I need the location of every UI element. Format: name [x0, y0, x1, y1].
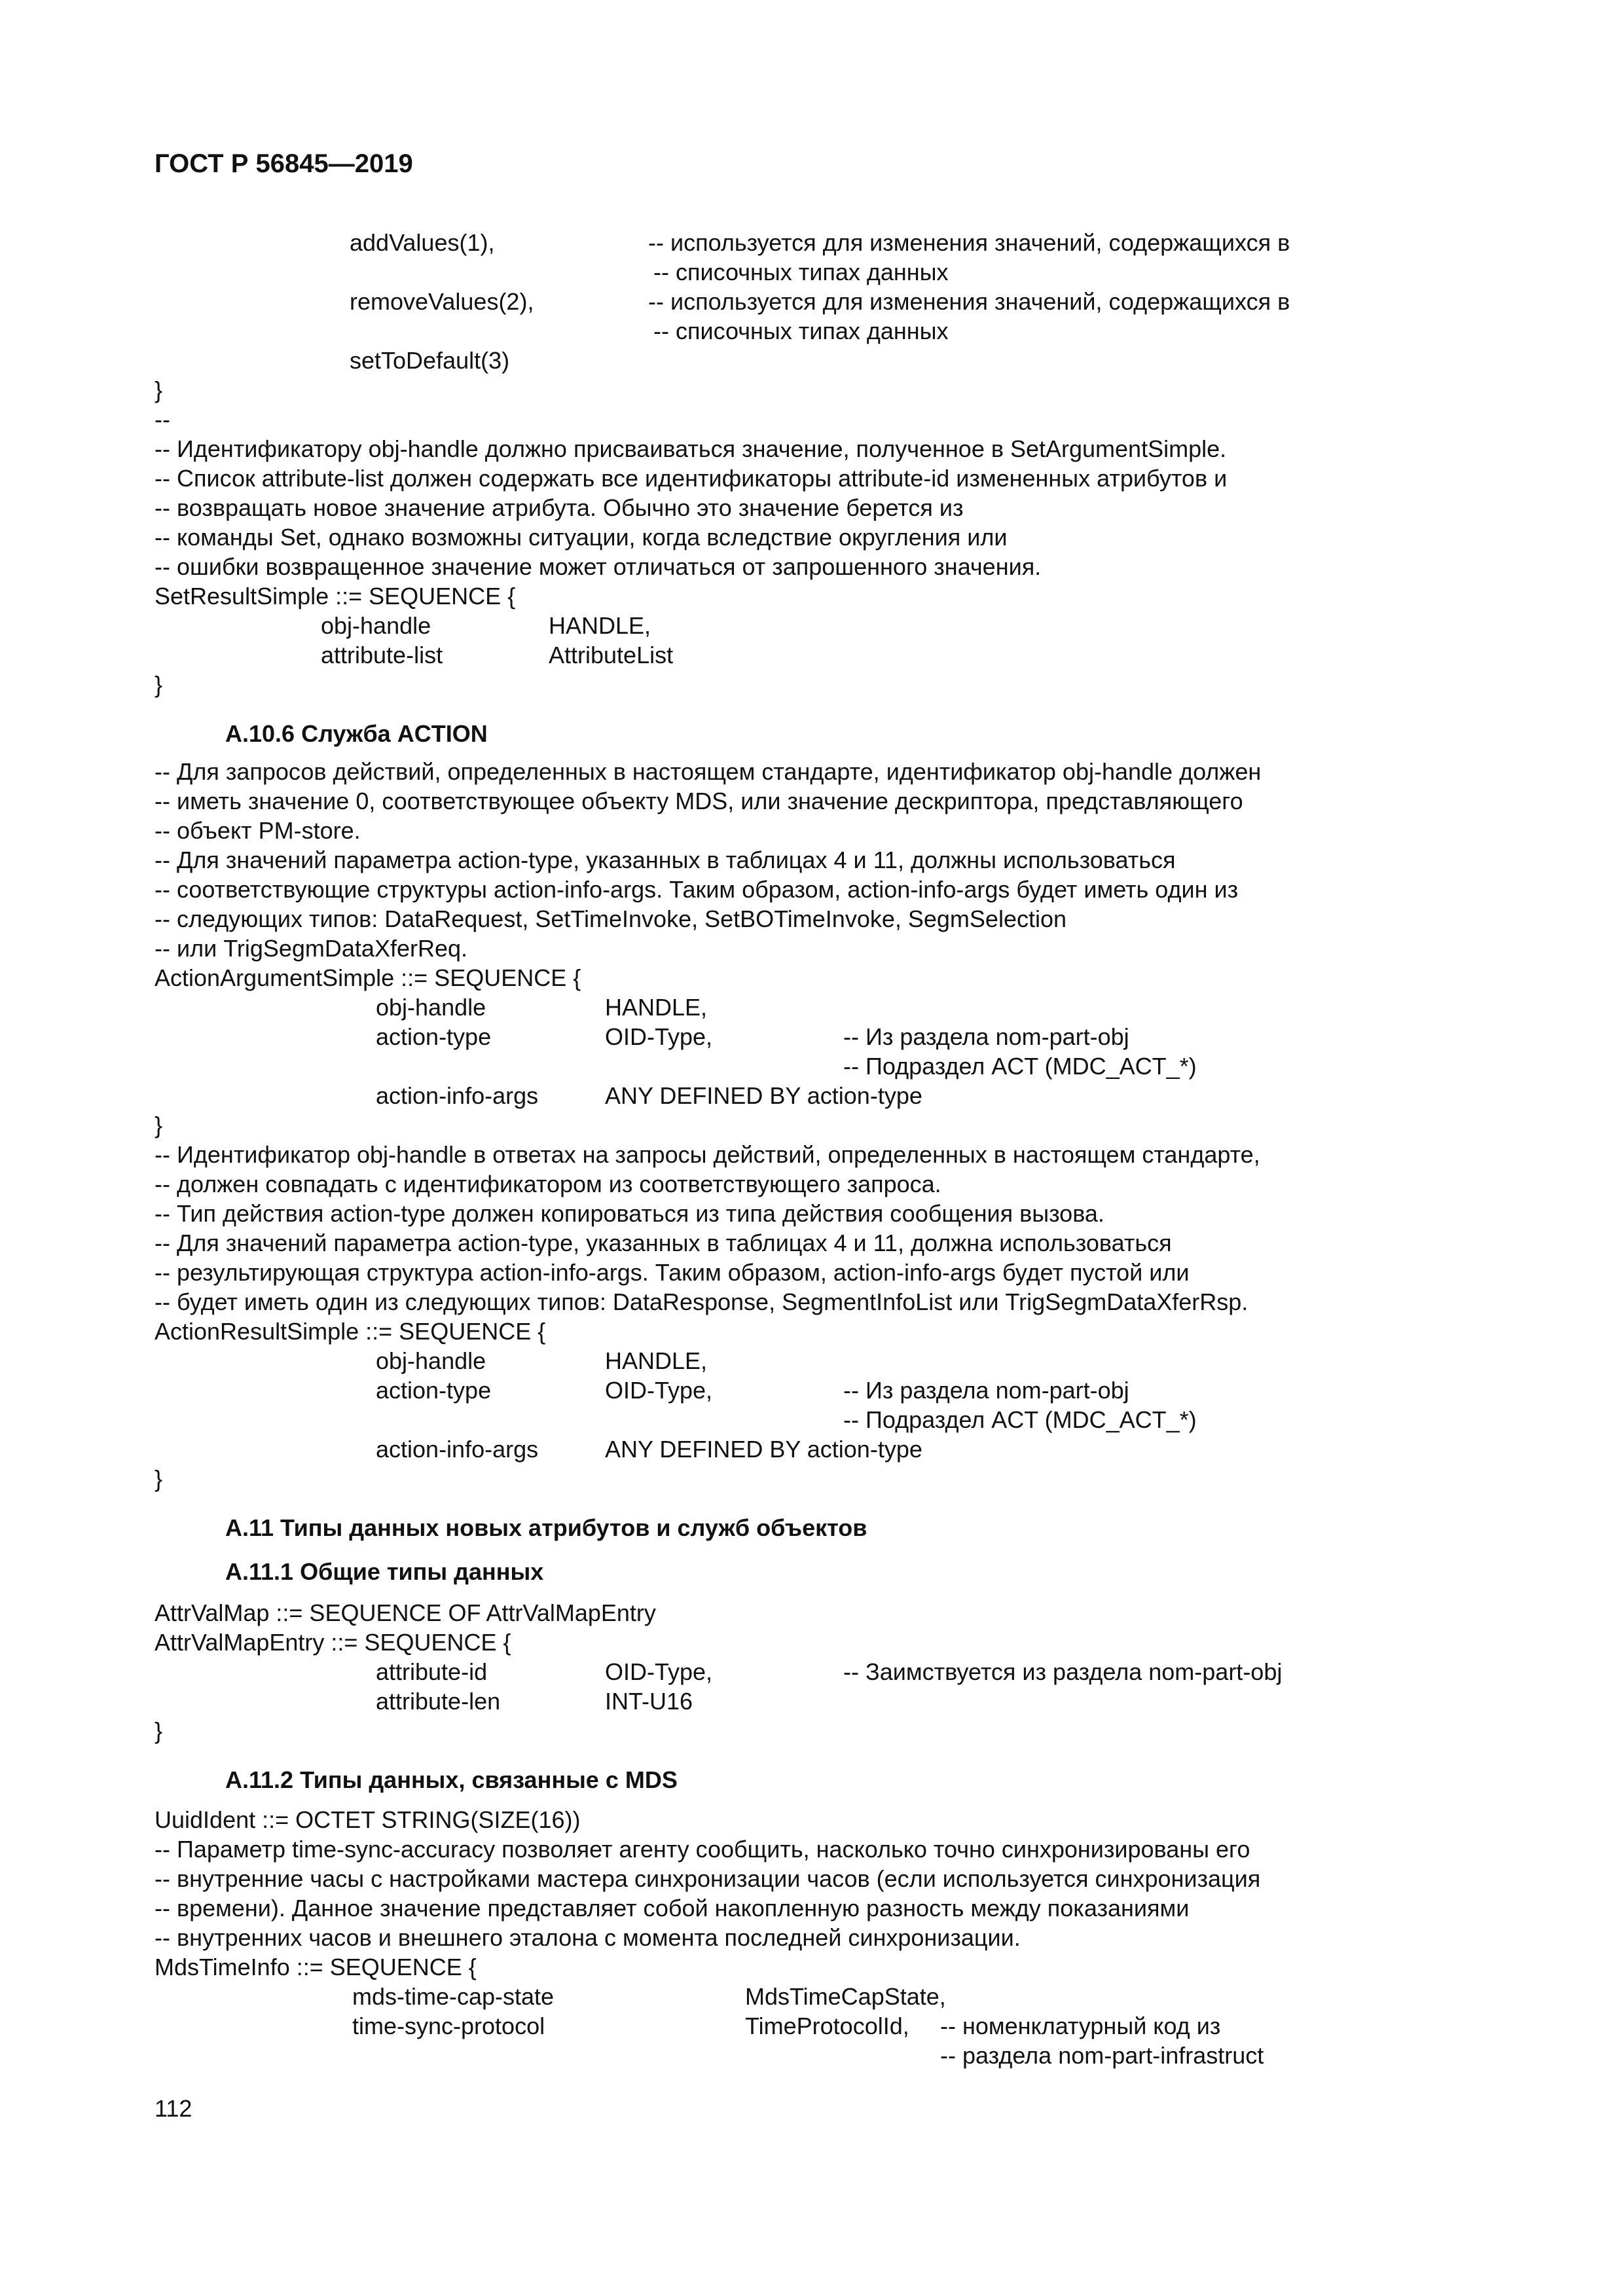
page-number: 112	[155, 2095, 192, 2122]
field-segment: mds-time-cap-state	[352, 1983, 555, 2010]
section-heading-segment: A.11 Типы данных новых атрибутов и служб объектов	[225, 1514, 867, 1541]
close-brace-segment: }	[155, 1465, 163, 1492]
close-brace-segment: }	[155, 376, 163, 403]
comment-segment: -- Для запросов действий, определенных в настоящем стандарте, идентификатор obj-handle должен	[155, 758, 1262, 785]
field-segment: action-info-args	[376, 1436, 539, 1463]
definition-segment: ActionArgumentSimple ::= SEQUENCE {	[155, 964, 581, 991]
close-brace-segment: }	[155, 1112, 163, 1139]
enum-remove-values-segment: removeValues(2),	[350, 288, 534, 315]
definition-segment: MdsTimeInfo ::= SEQUENCE {	[155, 1954, 477, 1980]
section-heading-segment: A.11.1 Общие типы данных	[225, 1558, 544, 1585]
field-segment: AttributeList	[549, 642, 674, 668]
field-comment-segment: -- Подраздел ACT (MDC_ACT_*)	[843, 1406, 1197, 1433]
definition-segment: AttrValMapEntry ::= SEQUENCE {	[155, 1629, 511, 1656]
comment-segment: -- результирующая структура action-info-args. Таким образом, action-info-args будет пустой или	[155, 1259, 1190, 1286]
field-comment-segment: -- Подраздел ACT (MDC_ACT_*)	[843, 1053, 1197, 1080]
field-segment: OID-Type,	[605, 1377, 713, 1404]
enum-add-values-segment: -- используется для изменения значений, содержащихся в	[648, 229, 1290, 256]
comment-segment: -- или TrigSegmDataXferReq.	[155, 935, 468, 962]
comment-segment: -- команды Set, однако возможны ситуации, когда вследствие округления или	[155, 524, 1008, 551]
field-segment: MdsTimeCapState,	[745, 1983, 946, 2010]
field-segment: ANY DEFINED BY action-type	[605, 1082, 922, 1109]
field-segment: OID-Type,	[605, 1658, 713, 1685]
comment-segment: -- иметь значение 0, соответствующее объекту MDS, или значение дескриптора, представляющего	[155, 788, 1243, 814]
field-segment: INT-U16	[605, 1688, 693, 1715]
field-segment: -- Из раздела nom-part-obj	[843, 1377, 1129, 1404]
enum-remove-values-segment: -- используется для изменения значений, содержащихся в	[648, 288, 1290, 315]
comment-segment: -- объект PM-store.	[155, 817, 361, 844]
enum-remove-values-cont-segment: -- списочных типах данных	[653, 318, 949, 344]
comment-segment: -- времени). Данное значение представляет собой накопленную разность между показаниями	[155, 1895, 1190, 1922]
field-segment: TimeProtocolId,	[745, 2013, 909, 2039]
comment-segment: -- возвращать новое значение атрибута. Обычно это значение берется из	[155, 494, 964, 521]
field-segment: OID-Type,	[605, 1023, 713, 1050]
field-segment: -- Заимствуется из раздела nom-part-obj	[843, 1658, 1283, 1685]
field-segment: action-info-args	[376, 1082, 539, 1109]
field-segment: action-type	[376, 1377, 492, 1404]
field-segment: HANDLE,	[549, 612, 651, 639]
field-segment: HANDLE,	[605, 994, 708, 1021]
field-segment: ANY DEFINED BY action-type	[605, 1436, 922, 1463]
comment-segment: -- соответствующие структуры action-info-args. Таким образом, action-info-args будет иметь один из	[155, 876, 1239, 903]
definition-segment: SetResultSimple ::= SEQUENCE {	[155, 583, 516, 610]
field-segment: obj-handle	[376, 1347, 486, 1374]
comment-segment: -- внутренних часов и внешнего эталона с момента последней синхронизации.	[155, 1924, 1021, 1951]
field-segment: attribute-list	[321, 642, 443, 668]
field-segment: action-type	[376, 1023, 492, 1050]
field-segment: HANDLE,	[605, 1347, 708, 1374]
field-segment: obj-handle	[376, 994, 486, 1021]
comment-segment: -- будет иметь один из следующих типов: DataResponse, SegmentInfoList или TrigSegmDataXferRsp.	[155, 1288, 1249, 1315]
field-segment: time-sync-protocol	[352, 2013, 545, 2039]
comment-segment: -- должен совпадать с идентификатором из соответствующего запроса.	[155, 1171, 941, 1197]
enum-set-to-default-segment: setToDefault(3)	[350, 347, 510, 374]
comment-segment: -- Список attribute-list должен содержать все идентификаторы attribute-id измененных атрибутов и	[155, 465, 1228, 492]
comment-segment: -- следующих типов: DataRequest, SetTimeInvoke, SetBOTimeInvoke, SegmSelection	[155, 905, 1067, 932]
document-title: ГОСТ Р 56845—2019	[155, 149, 413, 178]
field-segment: obj-handle	[321, 612, 431, 639]
comment-segment: -- ошибки возвращенное значение может отличаться от запрошенного значения.	[155, 553, 1042, 580]
definition-segment: AttrValMap ::= SEQUENCE OF AttrValMapEntry	[155, 1599, 656, 1626]
field-segment: attribute-id	[376, 1658, 488, 1685]
section-heading-segment: A.10.6 Служба ACTION	[225, 720, 488, 747]
enum-add-values-cont-segment: -- списочных типах данных	[653, 259, 949, 285]
field-segment: -- номенклатурный код из	[940, 2013, 1221, 2039]
comment-segment: -- Параметр time-sync-accuracy позволяет агенту сообщить, насколько точно синхронизированы его	[155, 1836, 1250, 1863]
definition-segment: ActionResultSimple ::= SEQUENCE {	[155, 1318, 546, 1345]
comment-segment: --	[155, 406, 170, 433]
comment-segment: -- Для значений параметра action-type, указанных в таблицах 4 и 11, должны использоваться	[155, 847, 1176, 873]
comment-segment: -- Идентификатору obj-handle должно присваиваться значение, полученное в SetArgumentSimple.	[155, 435, 1227, 462]
definition-segment: UuidIdent ::= OCTET STRING(SIZE(16))	[155, 1806, 581, 1833]
enum-add-values-segment: addValues(1),	[350, 229, 495, 256]
comment-segment: -- внутренние часы с настройками мастера синхронизации часов (если используется синхронизация	[155, 1865, 1261, 1892]
field-comment-segment: -- раздела nom-part-infrastruct	[940, 2042, 1264, 2069]
close-brace-segment: }	[155, 671, 163, 698]
close-brace-segment: }	[155, 1717, 163, 1744]
comment-segment: -- Для значений параметра action-type, указанных в таблицах 4 и 11, должна использоваться	[155, 1230, 1172, 1256]
comment-segment: -- Тип действия action-type должен копироваться из типа действия сообщения вызова.	[155, 1200, 1104, 1227]
section-heading-segment: A.11.2 Типы данных, связанные с MDS	[225, 1766, 678, 1793]
field-segment: attribute-len	[376, 1688, 501, 1715]
field-segment: -- Из раздела nom-part-obj	[843, 1023, 1129, 1050]
comment-segment: -- Идентификатор obj-handle в ответах на запросы действий, определенных в настоящем стандарте,	[155, 1141, 1260, 1168]
